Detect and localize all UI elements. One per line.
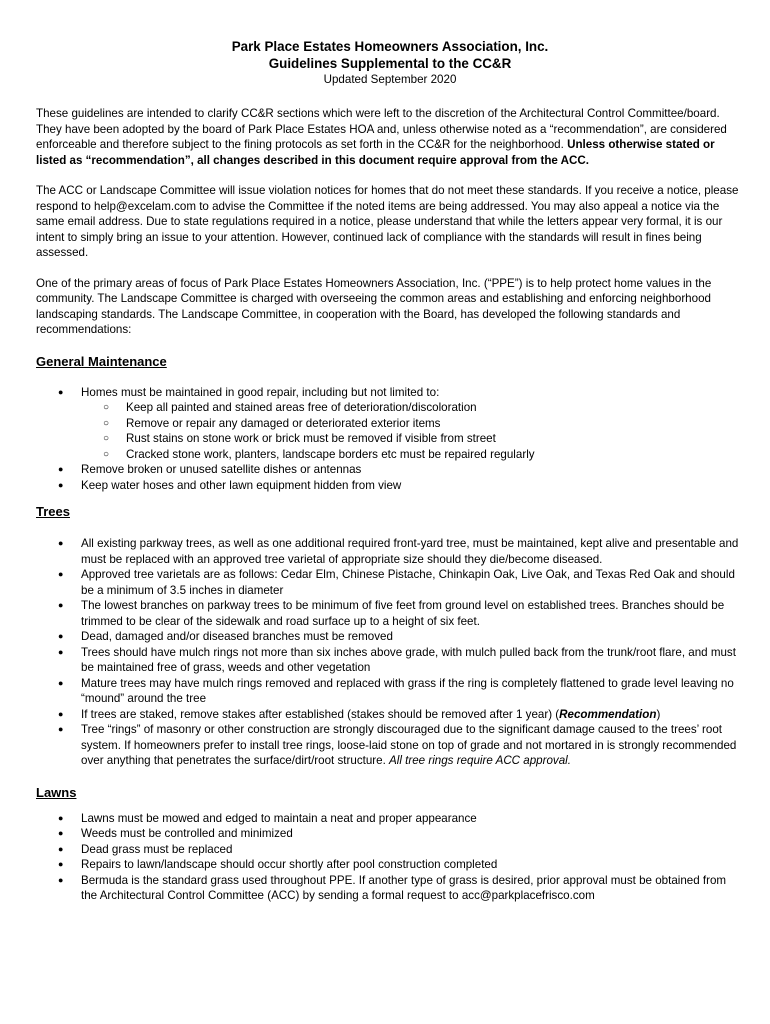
list-item: ● Dead grass must be replaced <box>36 842 744 858</box>
list-item: ● The lowest branches on parkway trees to be minimum of five feet from ground level on established trees. Branches should be trimmed to be clear of the sidewalk and road surface up to a height of six feet. <box>36 598 744 629</box>
intro-paragraph-3: One of the primary areas of focus of Park Place Estates Homeowners Association, Inc. (“PPE”) is to help protect home values in the community. The Landscape Committee is charged with overseeing the common areas and establishing and enforcing neighborhood landscaping standards. The Landscape Committee, in cooperation with the Board, has developed the following standards and recommendations: <box>36 276 712 336</box>
list-item: ● Dead, damaged and/or diseased branches must be removed <box>36 629 744 645</box>
list-item: ● Approved tree varietals are as follows: Cedar Elm, Chinese Pistache, Chinkapin Oak, Live Oak, and Texas Red Oak and should be a minimum of 3.5 inches in diameter <box>36 567 744 598</box>
list-item: ● Repairs to lawn/landscape should occur shortly after pool construction completed <box>36 857 744 873</box>
list-item-text: Tree “rings” of masonry or other construction are strongly discouraged due to the significant damage caused to the trees’ root system. If homeowners prefer to install tree rings, loose-laid stone on top of grade and not mortared in is strongly recommended over anything that penetrates the surface/dirt/root structure. <box>81 723 737 767</box>
list-item: ● Remove broken or unused satellite dishes or antennas <box>36 462 744 478</box>
document-title: Park Place Estates Homeowners Association, Inc. <box>231 39 549 54</box>
acc-approval-note: All tree rings require ACC approval. <box>389 754 571 767</box>
list-item: ● Keep water hoses and other lawn equipment hidden from view <box>36 478 744 494</box>
list-item: ● Lawns must be mowed and edged to maintain a neat and proper appearance <box>36 811 744 827</box>
sublist-item: ○ Rust stains on stone work or brick must be removed if visible from street <box>36 431 744 447</box>
updated-date: Updated September 2020 <box>323 73 457 86</box>
general-sublist <box>36 400 744 462</box>
list-item <box>36 707 744 723</box>
list-item-text: ) <box>656 707 661 721</box>
sublist-container <box>36 400 744 462</box>
heading-lawns: Lawns <box>36 784 77 800</box>
document-subtitle: Guidelines Supplemental to the CC&R <box>268 56 512 71</box>
list-item: ● Homes must be maintained in good repair, including but not limited to: <box>36 385 744 401</box>
sublist-item: ○ Remove or repair any damaged or deteriorated exterior items <box>36 416 744 432</box>
lawns-list <box>36 811 744 904</box>
list-item <box>36 722 744 769</box>
intro-paragraph-1 <box>36 106 744 168</box>
recommendation-label: Recommendation <box>559 707 657 721</box>
list-item: ● Trees should have mulch rings not more than six inches above grade, with mulch pulled back from the trunk/root flare, and must be maintained free of grass, weeds and other vegetation <box>36 645 744 676</box>
list-item: ● Bermuda is the standard grass used throughout PPE. If another type of grass is desired, prior approval must be obtained from the Architectural Control Committee (ACC) by sending a formal request to acc@parkplacefrisco.com <box>36 873 744 904</box>
sublist-item: ○ Keep all painted and stained areas free of deterioration/discoloration <box>36 400 744 416</box>
trees-list <box>36 536 744 769</box>
sublist-item: ○ Cracked stone work, planters, landscape borders etc must be repaired regularly <box>36 447 744 463</box>
intro-paragraph-2: The ACC or Landscape Committee will issue violation notices for homes that do not meet these standards. If you receive a notice, please respond to help@excelam.com to advise the Committee if the noted items are being addressed. You may also appeal a notice via the same email address. Due to state regulations required in a notice, please understand that while the letters appear very formal, it is our intent to simply bring an issue to your attention. However, continued lack of compliance with the standards will result in fines being assessed. <box>36 184 739 259</box>
document-page <box>36 38 744 904</box>
intro-p1-text: These guidelines are intended to clarify CC&R sections which were left to the discretion of the Architectural Control Committee/board. They have been adopted by the board of Park Place Estates HOA and, unless otherwise noted as a “recommendation”, are considered enforceable and therefore subject to the fining protocols as set forth in the CC&R for the neighborhood. <box>36 107 727 151</box>
list-item: ● Mature trees may have mulch rings removed and replaced with grass if the ring is completely flattened to grade level leaving no “mound” around the tree <box>36 676 744 707</box>
list-item: ● Weeds must be controlled and minimized <box>36 826 744 842</box>
list-item-text: If trees are staked, remove stakes after established (stakes should be removed after 1 year) ( <box>81 707 560 721</box>
list-item: ● All existing parkway trees, as well as one additional required front-yard tree, must be maintained, kept alive and presentable and must be replaced with an approved tree varietal of appropriate size should they die/become diseased. <box>36 536 744 567</box>
heading-general-maintenance: General Maintenance <box>36 353 167 369</box>
general-maintenance-list <box>36 385 744 494</box>
intro-p1-bold: Unless otherwise stated or listed as “recommendation”, all changes described in this document require approval from the ACC. <box>36 138 715 167</box>
heading-trees: Trees <box>36 504 70 519</box>
